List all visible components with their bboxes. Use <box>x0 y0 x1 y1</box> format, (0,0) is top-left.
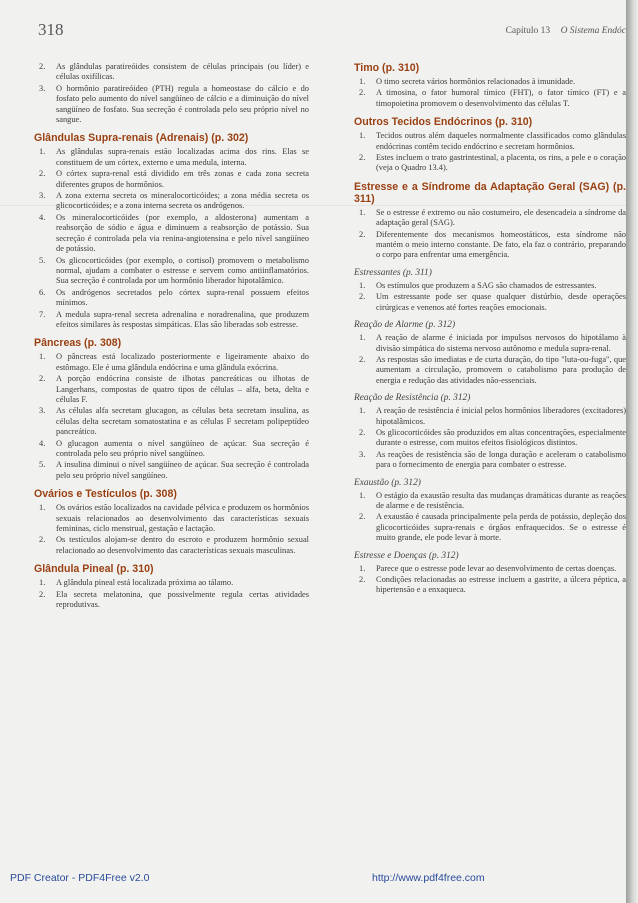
item-number: 2. <box>359 292 366 302</box>
list-item <box>354 333 626 354</box>
item-text: O glucagon aumenta o nível sangüíneo de açúcar. Sua secreção é controlada pelo seu próprio nível sangüíneo. <box>56 438 309 458</box>
list-item <box>354 564 626 574</box>
list-item <box>354 131 626 152</box>
item-number: 2. <box>359 229 366 239</box>
numbered-list <box>354 564 626 596</box>
pdf4free-link[interactable]: http://www.pdf4free.com <box>372 872 485 884</box>
page-binding-edge <box>626 0 638 903</box>
item-number: 2. <box>39 589 46 599</box>
numbered-list <box>34 578 309 610</box>
item-number: 1. <box>359 280 366 290</box>
item-text: A reação de alarme é iniciada por impulsos nervosos do hipotálamo à divisão simpática do sistema nervoso autônomo e medula supra-renal. <box>376 333 626 353</box>
section-heading: Outros Tecidos Endócrinos (p. 310) <box>354 116 533 129</box>
item-number: 3. <box>359 449 366 459</box>
item-number: 1. <box>39 578 46 588</box>
item-text: O timo secreta vários hormônios relacionados à imunidade. <box>376 77 576 86</box>
item-number: 2. <box>39 169 46 179</box>
right-column <box>354 62 626 597</box>
chapter-title: O Sistema Endóc <box>560 26 626 36</box>
list-item <box>34 256 309 287</box>
list-item <box>34 213 309 255</box>
subsection-heading: Reação de Resistência (p. 312) <box>354 393 471 404</box>
item-text: Os ovários estão localizados na cavidade pélvica e produzem os hormônios sexuais relacionados ao desenvolvimento das características sexuais femininas, ciclo menstrual, gestação e lactação. <box>56 503 309 534</box>
section-heading: Pâncreas (p. 308) <box>34 337 122 350</box>
item-number: 1. <box>359 333 366 343</box>
subsection-heading: Exaustão (p. 312) <box>354 477 421 488</box>
left-column <box>34 62 309 611</box>
item-text: A reação de resistência é inicial pelos hormônios liberadores (excitadores) hipotalâmicos. <box>376 406 626 426</box>
list-item <box>34 578 309 588</box>
list-item <box>34 191 309 212</box>
list-item <box>34 288 309 309</box>
list-item <box>354 281 626 291</box>
list-item <box>34 503 309 534</box>
numbered-list <box>354 131 626 174</box>
numbered-list <box>354 491 626 544</box>
item-text: Os mineralocorticóides (por exemplo, a aldosterona) aumentam a reabsorção de sódio e água e diminuem a reabsorção de potássio. Sua secreção é controlada pela via renina-angiotensina e pelo nível sangüíneo de potássio. <box>56 212 309 254</box>
list-item <box>34 169 309 190</box>
list-item <box>34 147 309 168</box>
item-text: Parece que o estresse pode levar ao desenvolvimento de certas doenças. <box>376 563 617 573</box>
section-heading: Estresse e a Síndrome da Adaptação Geral (SAG) (p. 311) <box>354 180 626 205</box>
list-item <box>34 374 309 405</box>
item-text: Ela secreta melatonina, que possivelmente regula certas atividades reprodutivas. <box>56 589 309 610</box>
numbered-list <box>354 208 626 261</box>
item-text: Os testículos alojam-se dentro do escroto e produzem hormônio sexual relacionado ao desenvolvimento das características sexuais masculinas. <box>56 535 309 555</box>
numbered-list <box>354 77 626 109</box>
item-number: 2. <box>39 62 46 71</box>
item-number: 6. <box>39 287 46 297</box>
list-item <box>354 575 626 596</box>
list-item <box>354 406 626 427</box>
item-text: O pâncreas está localizado posteriormente e ligeiramente abaixo do estômago. Ele é uma glândula endócrina e uma glândula exócrina. <box>56 352 309 372</box>
item-number: 5. <box>39 460 46 470</box>
subsection-heading: Reação de Alarme (p. 312) <box>354 320 456 331</box>
chapter-header <box>506 26 626 36</box>
item-number: 1. <box>359 207 366 217</box>
item-number: 1. <box>359 406 366 416</box>
page-header <box>38 20 626 42</box>
page-number: 318 <box>38 20 64 39</box>
item-number: 4. <box>39 212 46 222</box>
item-text: As glândulas supra-renais estão localizadas acima dos rins. Elas se constituem de um córtex, externo e uma medula, interna. <box>56 147 309 167</box>
item-number: 1. <box>39 503 46 513</box>
subsection-heading: Estresse e Doenças (p. 312) <box>354 550 459 561</box>
list-item <box>354 512 626 543</box>
list-item <box>34 590 309 611</box>
list-item <box>34 310 309 331</box>
item-number: 2. <box>359 153 366 163</box>
item-text: Os glicocorticóides (por exemplo, o cortisol) promovem o metabolismo normal, ajudam a combater o estresse e servem como antiinflamatórios. Sua secreção é controlada por um hormônio liberador hipotalâmico. <box>56 255 309 286</box>
item-number: 3. <box>39 83 46 93</box>
item-number: 3. <box>39 191 46 201</box>
numbered-list <box>354 281 626 313</box>
item-number: 5. <box>39 255 46 265</box>
item-number: 2. <box>359 88 366 98</box>
list-item <box>34 352 309 373</box>
item-text: Condições relacionadas ao estresse incluem a gastrite, a úlcera péptica, a hipertensão e a enxaqueca. <box>376 575 626 595</box>
item-text: A insulina diminui o nível sangüíneo de açúcar. Sua secreção é controlada pelo seu próprio nível sangüíneo. <box>56 460 309 480</box>
item-text: A porção endócrina consiste de ilhotas pancreáticas ou ilhotas de Langerhans, compostas de quatro tipos de células – alfa, beta, delta e células F. <box>56 374 309 404</box>
item-text: Os andrógenos secretados pelo córtex supra-renal possuem efeitos mínimos. <box>56 287 309 308</box>
item-number: 4. <box>39 438 46 448</box>
item-text: Os estímulos que produzem a SAG são chamados de estressantes. <box>376 280 597 290</box>
section-heading: Ovários e Testículos (p. 308) <box>34 488 177 501</box>
item-text: A timosina, o fator humoral tímico (FHT), o fator tímico (FT) e a timopoietina promovem o desenvolvimento das células T. <box>376 88 626 108</box>
item-text: Um estressante pode ser quase qualquer distúrbio, desde operações cirúrgicas e venenos até fortes reações emocionais. <box>376 292 626 312</box>
item-number: 1. <box>39 147 46 157</box>
item-text: Tecidos outros além daqueles normalmente classificados como glândulas endócrinas contêm tecido endócrino e secretam hormônios. <box>376 131 626 151</box>
list-item <box>354 230 626 261</box>
item-text: A glândula pineal está localizada próxima ao tálamo. <box>56 578 234 588</box>
item-number: 1. <box>359 563 366 573</box>
item-text: As células alfa secretam glucagon, as células beta secretam insulina, as células delta secretam somatostatina e as células F secretam polipeptídeo pancreático. <box>56 406 309 437</box>
section-heading: Glândula Pineal (p. 310) <box>34 563 154 576</box>
item-number: 2. <box>39 535 46 545</box>
item-number: 2. <box>359 427 366 437</box>
chapter-label: Capítulo 13 <box>505 26 551 36</box>
list-item <box>34 406 309 437</box>
item-number: 1. <box>39 352 46 362</box>
item-number: 2. <box>39 374 46 384</box>
numbered-list <box>354 406 626 470</box>
item-text: Se o estresse é extremo ou não costumeiro, ele desencadeia a síndrome da adaptação geral (SAG). <box>376 207 626 228</box>
numbered-list <box>34 503 309 556</box>
numbered-list <box>34 352 309 481</box>
item-number: 2. <box>359 354 366 364</box>
pdf-creator-label: PDF Creator - PDF4Free v2.0 <box>10 872 150 884</box>
list-item <box>34 84 309 126</box>
item-text: As glândulas paratireóides consistem de células principais (ou líder) e células oxifílicas. <box>56 62 309 82</box>
list-item <box>354 428 626 449</box>
list-item <box>354 153 626 174</box>
item-number: 1. <box>359 131 366 141</box>
list-item <box>354 77 626 87</box>
section-heading: Glândulas Supra-renais (Adrenais) (p. 302) <box>34 132 249 145</box>
list-item <box>354 491 626 512</box>
item-number: 2. <box>359 512 366 522</box>
item-text: Diferentemente dos mecanismos homeostáticos, esta síndrome não mantém o meio interno constante. De fato, ela faz o contrário, preparando o corpo para enfrentar uma emergência. <box>376 229 626 260</box>
numbered-list <box>34 147 309 330</box>
item-number: 7. <box>39 309 46 319</box>
list-item <box>354 88 626 109</box>
list-item <box>34 62 309 83</box>
list-item <box>354 355 626 386</box>
list-item <box>34 535 309 556</box>
subsection-heading: Estressantes (p. 311) <box>354 267 432 278</box>
list-item <box>354 450 626 471</box>
numbered-list <box>354 333 626 386</box>
item-text: A zona externa secreta os mineralocorticóides; a zona média secreta os glicocorticóides; e a zona interna secreta os andrógenos. <box>56 191 309 211</box>
item-text: A exaustão é causada principalmente pela perda de potássio, depleção dos glicocorticóides supra-renais e órgãos enfraquecidos. Se o estresse é muito grande, ele pode levar à morte. <box>376 512 626 543</box>
item-text: As reações de resistência são de longa duração e aceleram o catabolismo para o fornecimento de energia para combater o estresse. <box>376 449 626 470</box>
item-text: O córtex supra-renal está dividido em três zonas e cada zona secreta diferentes grupos de hormônios. <box>56 169 309 189</box>
item-text: O estágio da exaustão resulta das mudanças dramáticas durante as reações de alarme e de resistência. <box>376 490 626 510</box>
item-text: A medula supra-renal secreta adrenalina e noradrenalina, que produzem efeitos similares às respostas simpáticas. Elas são liberadas sob estresse. <box>56 309 309 329</box>
list-item <box>34 460 309 481</box>
item-text: Os glicocorticóides são produzidos em altas concentrações, especialmente durante o estresse, com muitos efeitos fisiológicos distintos. <box>376 427 626 448</box>
item-number: 3. <box>39 406 46 416</box>
item-text: O hormônio paratireóideo (PTH) regula a homeostase do cálcio e do fosfato pelo aumento do nível sangüíneo de cálcio e a diminuição do nível sangüíneo de fosfato. Sua secreção é controlada pelo seu próprio nível no sangue. <box>56 83 309 125</box>
item-text: Estes incluem o trato gastrintestinal, a placenta, os rins, a pele e o coração (veja o Quadro 13.4). <box>376 153 626 173</box>
item-number: 2. <box>359 575 366 584</box>
pdf-creator-footer <box>0 866 626 890</box>
list-item <box>34 439 309 460</box>
list-item <box>354 292 626 313</box>
item-number: 1. <box>359 490 366 500</box>
list-item <box>354 208 626 229</box>
item-number: 1. <box>359 77 366 86</box>
section-heading: Timo (p. 310) <box>354 62 420 74</box>
numbered-list <box>34 62 309 125</box>
item-text: As respostas são imediatas e de curta duração, do tipo "luta-ou-fuga", que aumentam a circulação, promovem o catabolismo para produção de energia e redução das atividades não-essenciais. <box>376 354 626 385</box>
